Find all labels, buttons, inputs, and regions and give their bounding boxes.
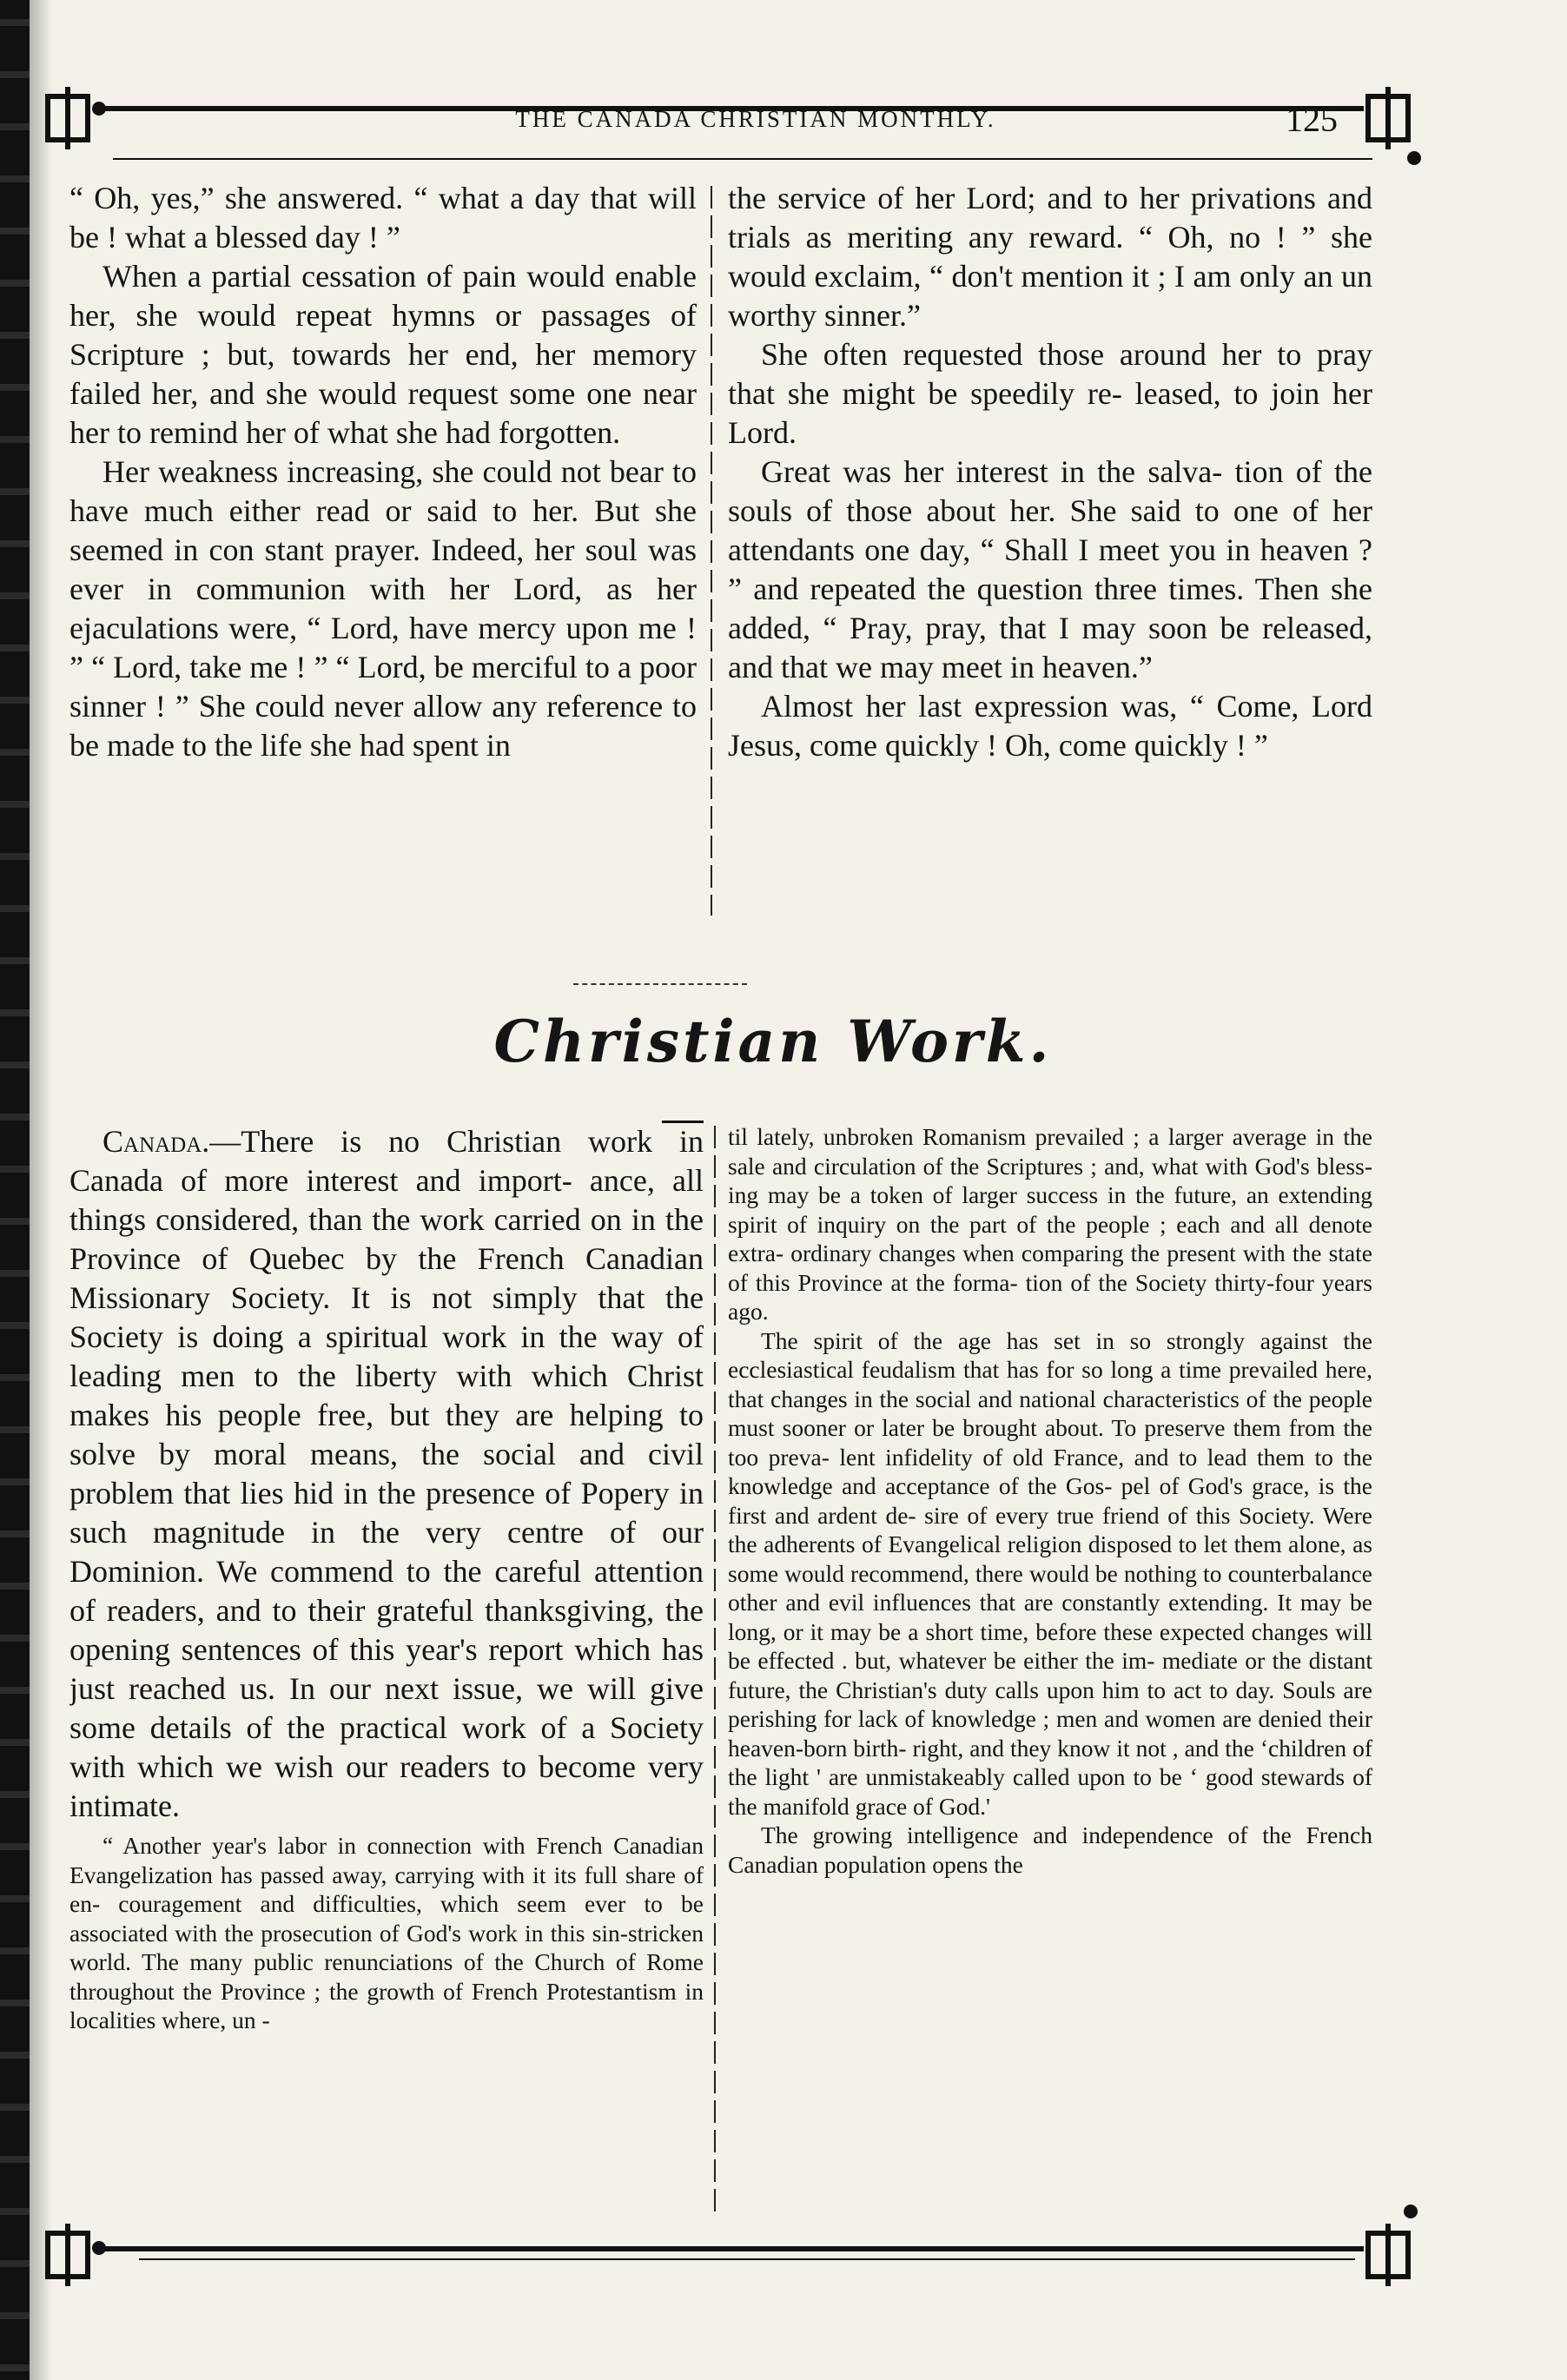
paragraph bbox=[69, 1122, 704, 1826]
lower-left-column bbox=[69, 1122, 704, 2218]
binding-edge bbox=[0, 0, 30, 2380]
top-right-ornament bbox=[1365, 94, 1411, 142]
paragraph: The spirit of the age has set in so strongly against the ecclesiastical feudalism that has for so long a time prevailed here, that changes in the social and national characteristics of the people must sooner or later be brought about. To preserve them from the too preva- lent infidelity of old France, and to lead them to the knowledge and acceptance of the Gos- pel of God's grace, is the first and ardent de- sire of every true friend of this Society. Were the adherents of Evangelical religion disposed to let them alone, as some would recommend, there would be nothing to counterbalance other and evil influences that are constantly extending. It may be long, or it may be a short time, before these expected changes will be effected . but, whatever be either the im- mediate or the distant future, the Christian's duty calls upon him to act to day. Souls are perishing for lack of knowledge ; men and women are denied their heaven-born birth- right, and they know it not , and the ‘children of the light ' are unmistakeably called upon to be ‘ good stewards of the manifold grace of God.' bbox=[728, 1326, 1372, 1820]
bottom-right-dot bbox=[1404, 2205, 1418, 2218]
upper-left-column bbox=[69, 179, 697, 935]
bottom-right-ornament bbox=[1365, 2231, 1411, 2279]
paragraph: the service of her Lord; and to her privations and trials as meriting any reward. “ Oh, no ! ” she would exclaim, “ don't mention it ; I am only an un worthy sinner.” bbox=[728, 181, 1372, 333]
paragraph-lead: Canada. bbox=[102, 1124, 210, 1159]
paragraph: til lately, unbroken Romanism prevailed ; a larger average in the sale and circulation of the Scriptures ; and, what with God's bless- ing may be a token of larger success in the future, an extending spirit of inquiry on the part of the people ; each and all denote extra- ordinary changes when comparing the present with the state of this Province at the forma- tion of the Society thirty-four years ago. bbox=[728, 1123, 1372, 1325]
page-number: 125 bbox=[1286, 100, 1338, 139]
paragraph: “ Oh, yes,” she answered. “ what a day that will be ! what a blessed day ! ” bbox=[69, 181, 697, 255]
paragraph: When a partial cessation of pain would enable her, she would repeat hymns or passages of Scripture ; but, towards her end, her memory failed her, and she would request some one near her to remind her of what she had forgotten. bbox=[69, 259, 697, 450]
header-underline bbox=[113, 158, 1372, 160]
section-title: Christian Work. bbox=[493, 1008, 1053, 1075]
binding-shadow bbox=[30, 0, 52, 2380]
section-divider bbox=[573, 983, 747, 985]
bottom-rule bbox=[104, 2246, 1364, 2251]
top-left-ornament bbox=[45, 94, 90, 142]
paragraph: Great was her interest in the salva- tion of the souls of those about her. She said to one of her attendants one day, “ Shall I meet you in heaven ? ” and repeated the question three times. Then she added, “ Pray, pray, that I may soon be released, and that we may meet in heaven.” bbox=[728, 454, 1372, 684]
running-head: THE CANADA CHRISTIAN MONTHLY. bbox=[515, 106, 996, 132]
paragraph: “ Another year's labor in connection with French Canadian Evangelization has passed away, carrying with it its full share of en- couragement and difficulties, which seem ever to be associated with the prosecution of God's work in this sin-stricken world. The many public renunciations of the Church of Rome throughout the Province ; the growth of French Protestantism in localities where, un - bbox=[69, 1832, 704, 2033]
top-right-dot bbox=[1407, 151, 1421, 165]
paragraph: The growing intelligence and independence of the French Canadian population opens the bbox=[728, 1821, 1372, 1878]
column-separator bbox=[711, 186, 712, 916]
bottom-rule-thin bbox=[139, 2258, 1355, 2260]
paragraph: Almost her last expression was, “ Come, Lord Jesus, come quickly ! Oh, come quickly ! ” bbox=[728, 689, 1372, 763]
upper-right-column bbox=[728, 179, 1372, 935]
lower-right-column bbox=[728, 1122, 1372, 2218]
column-separator bbox=[714, 1126, 716, 2211]
paragraph: Her weakness increasing, she could not bear to have much either read or said to her. But she seemed in con stant prayer. Indeed, her soul was ever in communion with her Lord, as her ejaculations were, “ Lord, have mercy upon me ! ” “ Lord, take me ! ” “ Lord, be merciful to a poor sinner ! ” She could never allow any reference to be made to the life she had spent in bbox=[69, 454, 697, 763]
paragraph-body: —There is no Christian work in Canada of more interest and import- ance, all things considered, than the work carried on in the Province of Quebec by the French Canadian Missionary Society. It is not simply that the Society is doing a spiritual work in the way of leading men to the liberty with which Christ makes his people free, but they are helping to solve by moral means, the social and civil problem that lies hid in the presence of Popery in such magnitude in the very centre of our Dominion. We commend to the careful attention of readers, and to their grateful thanksgiving, the opening sentences of this year's report which has just reached us. In our next issue, we will give some details of the practical work of a Society with which we wish our readers to become very intimate. bbox=[69, 1124, 704, 1823]
bottom-left-ornament bbox=[45, 2231, 90, 2279]
paragraph: She often requested those around her to pray that she might be speedily re- leased, to join her Lord. bbox=[728, 337, 1372, 450]
